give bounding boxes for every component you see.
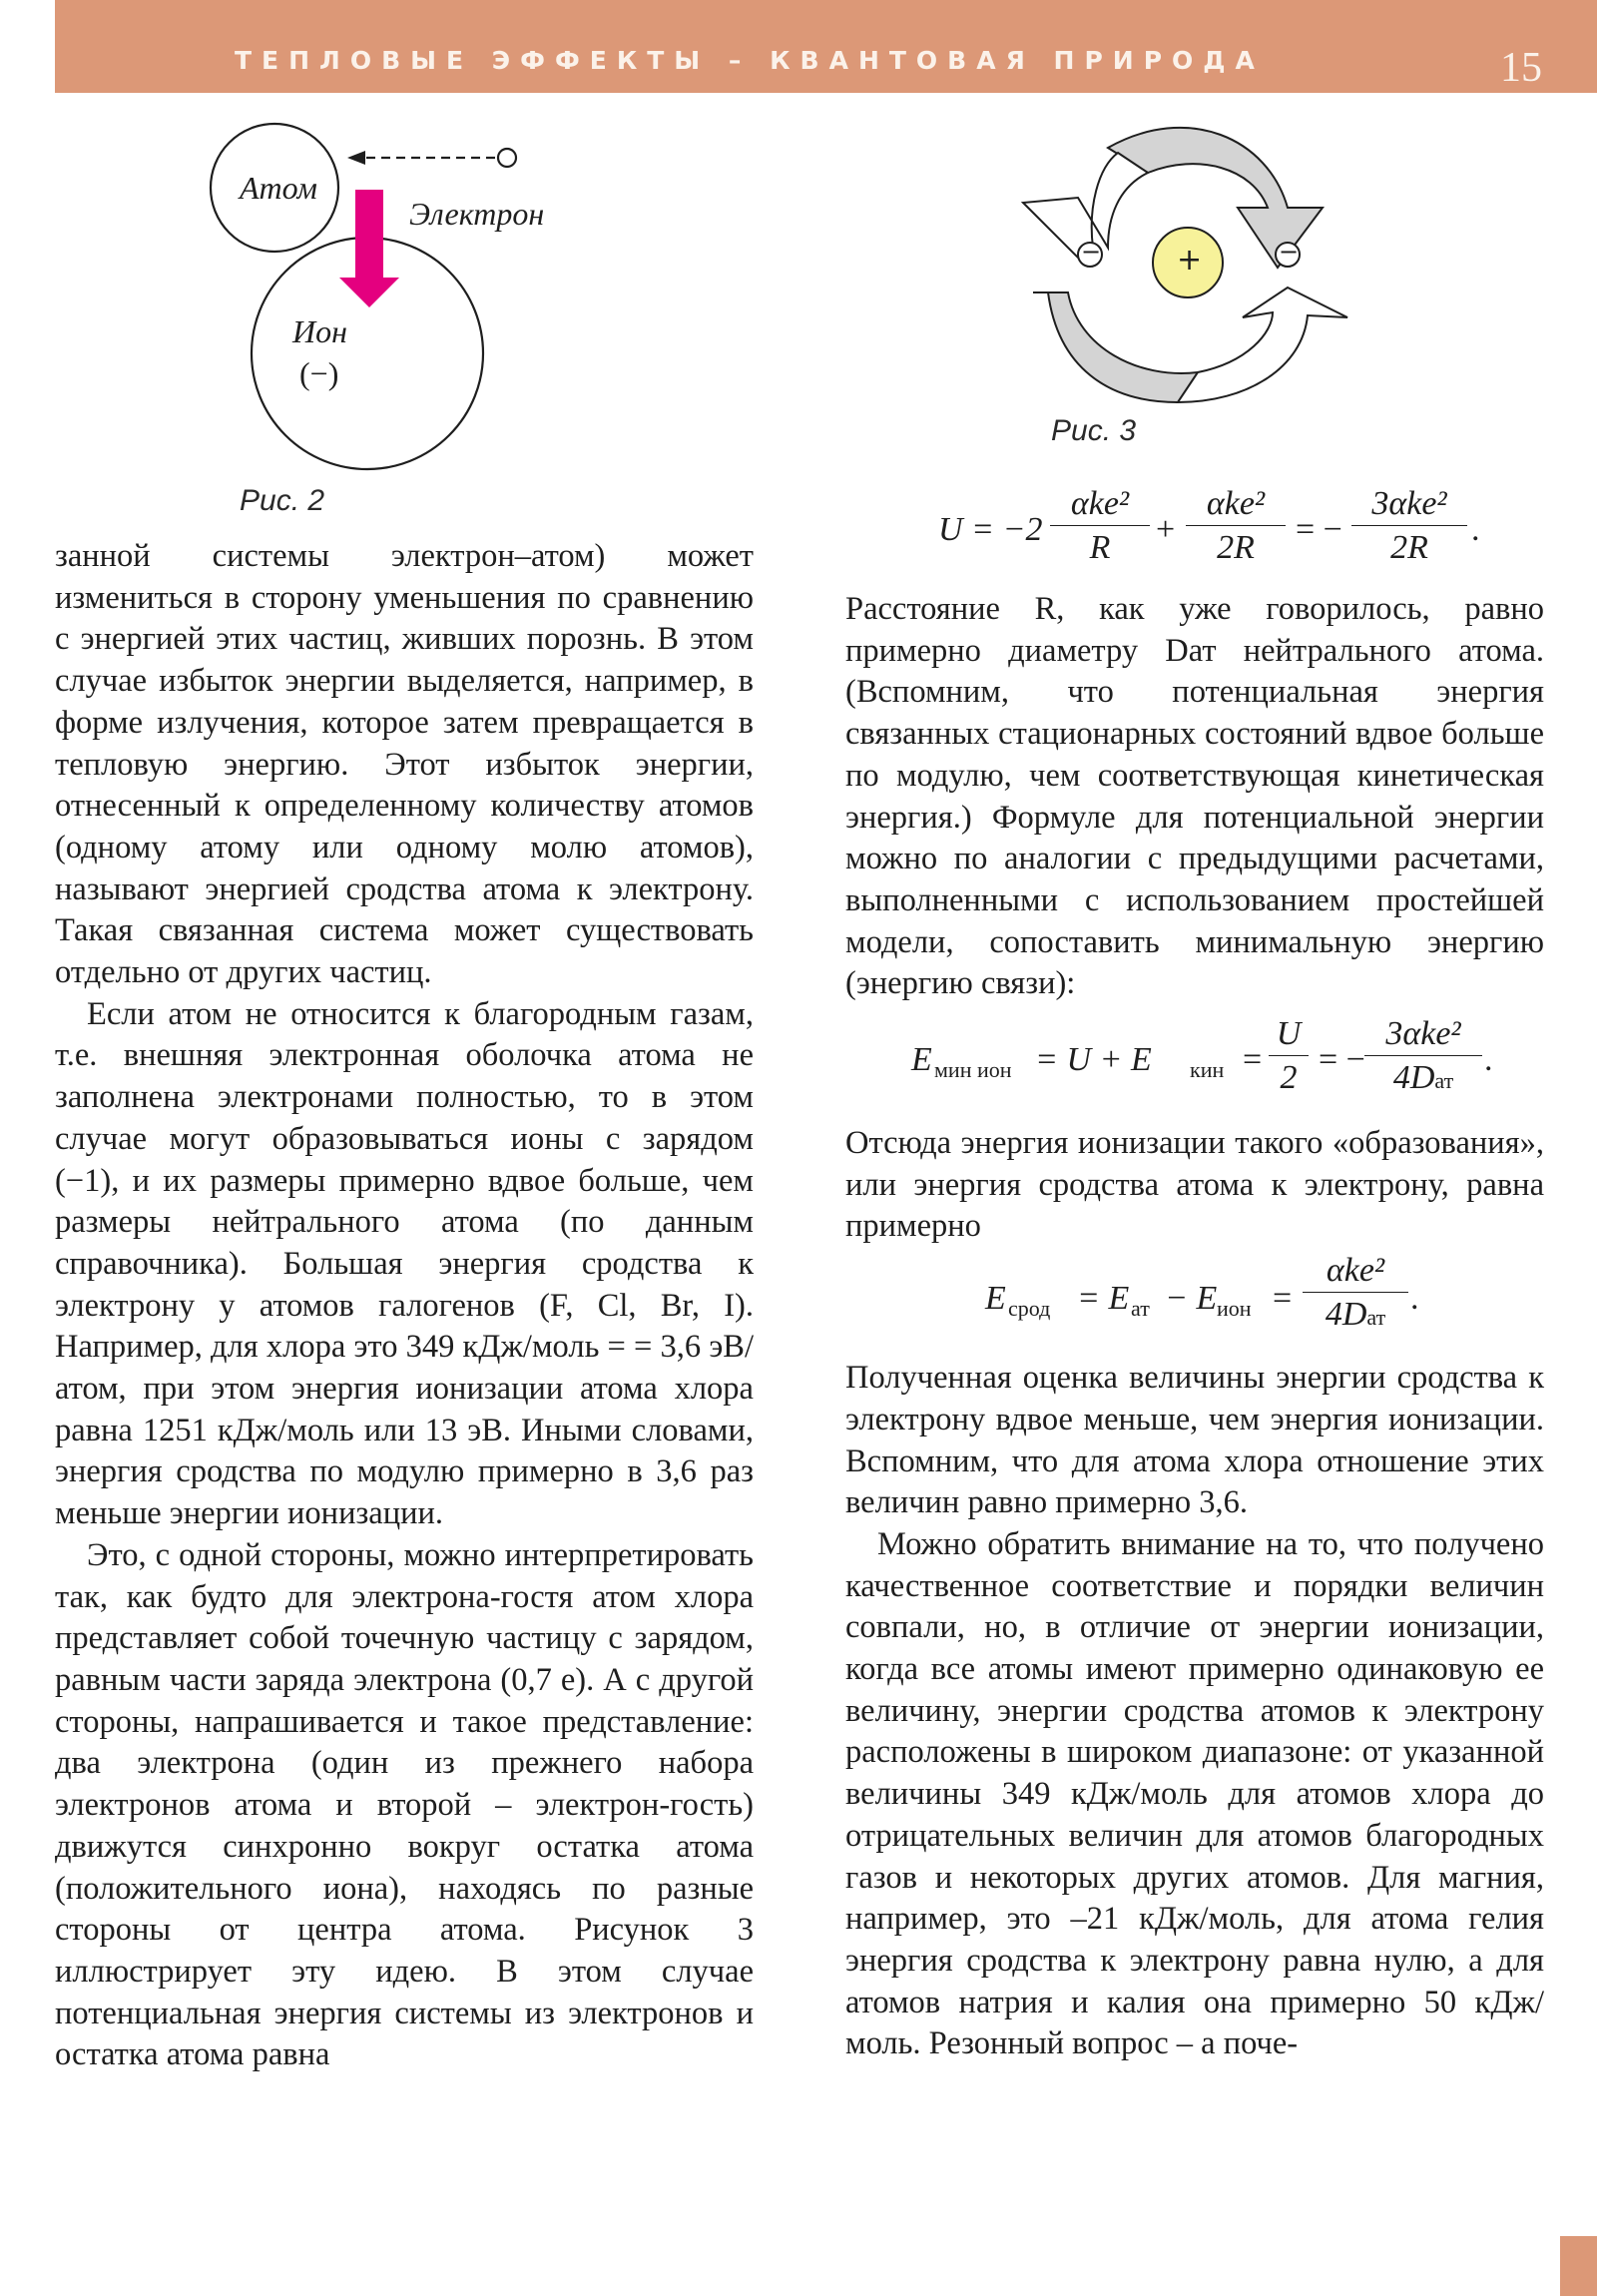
electron-circle [498,149,516,167]
right-paragraph-1: Расстояние R, как уже говорилось, равно примерно диаметру Dат нейтрального атома. (Вспомним, что потенциальная энергия связанных стационарных состояний вдвое больше по модулю, чем соответствующая кинетическая энергия.) Формуле для потенциальной энергии можно по аналогии с предыдущими расчетами, выполненными с использованием простейшей модели, сопоставить минимальную энергию (энергию связи): [845,591,1544,1002]
capture-arrow-shaft [355,190,383,285]
formula-2-term-1: $\frac{U}{2}$ [1269,1015,1309,1097]
atom-label: Атом [240,170,317,206]
right-column [845,589,1544,2065]
lower-grey-arrow [1033,292,1198,402]
page-header [55,0,1597,93]
formula-potential-energy: U = −2 αke² R + αke² 2R = − 3αke² 2R . [938,485,1480,566]
ion-label: Ион [292,313,347,349]
left-paragraph-1: занной системы электрон–атом) может измениться в сторону уменьшения по сравнению с энергией этих частиц, живших порознь. В этом случае избыток энергии выделяется, например, в форме излучения, которое затем превращается в тепловую энергию. Этот избыток энергии, отнесенный к определенному количеству атомов (одному атому или одному молю атомов), называют энергией сродства атома к электрону. Такая связанная система может существовать отдельно от других частиц. [55,538,754,991]
minus-sign-left: − [1081,238,1102,266]
figure-3-caption: Рис. 3 [1051,414,1137,447]
left-paragraph-3: Это, с одной стороны, можно интерпретировать так, как будто для электрона-гостя атом хлора представляет собой точечную частицу с зарядом, равным части заряда электрона (0,7 e). А с другой стороны, напрашивается и такое представление: два электрона (один из прежнего набора электронов атома и второй – электрон-гость) движутся синхронно вокруг остатка атома (положительного иона), находясь по разные стороны от центра атома. Рисунок 3 иллюстрирует эту идею. В этом случае потенциальная энергия системы из электронов и остатка атома равна [55,1536,754,2073]
lower-white-arrow [1178,287,1347,402]
figure-2-caption: Рис. 2 [240,484,325,517]
left-paragraph-2: Если атом не относится к благородным газам, т.е. внешняя электронная оболочка атома не заполнена электронами полностью, то в этом случае могут образовываться ионы с зарядом (−1), и их размеры примерно вдвое больше, чем размеры нейтрального атома (по данным справочника). Большая энергия сродства к электрону у атомов галогенов (F, Cl, Br, I). Например, для хлора это 349 кДж/моль = = 3,6 эВ/атом, при этом энергия ионизации атома хлора равна 1251 кДж/моль или 13 эВ. Иными словами, энергия сродства по модулю примерно в 3,6 раз меньше энергии ионизации. [55,995,754,1532]
formula-affinity-energy: E срод = E ат − E ион = αke² 4Dат . [985,1252,1419,1334]
plus-sign: + [1177,243,1203,278]
right-paragraph-4: Можно обратить внимание на то, что получено качественное соответствие и порядки величин совпали, но, в отличие от энергии ионизации, когда все атомы имеют примерно одинаковую ее величину, энергии сродства атомов к электрону расположены в широком диапазоне: от указанной величины 349 кДж/моль для атомов хлора до отрицательных величин для атомов благородных газов и некоторых других атомов. Для магния, например, это –21 кДж/моль, для атома гелия энергия сродства к электрону равна нулю, а для атомов натрия и калия она примерно 50 кДж/моль. Резонный вопрос – а поче- [845,1525,1544,2062]
formula-1-term-1: αke² R [1050,485,1150,567]
right-paragraph-3: Полученная оценка величины энергии сродства к электрону вдвое меньше, чем энергия ионизации. Вспомним, что для атома хлора отношение этих величин равно примерно 3,6. [845,1360,1544,1521]
corner-accent [1560,2236,1597,2296]
figure-3-drawing [1018,118,1377,437]
formula-2-term-2: 3αke² 4Dат [1364,1015,1482,1097]
minus-sign-right: − [1279,238,1300,266]
formula-1-term-3: 3αke² 2R [1351,485,1467,567]
right-paragraph-2: Отсюда энергия ионизации такого «образования», или энергия сродства атома к электрону, равна примерно [845,1125,1544,1245]
ion-charge-label: (−) [299,355,339,391]
electron-label: Электрон [409,196,545,232]
running-title: ТЕПЛОВЫЕ ЭФФЕКТЫ – КВАНТОВАЯ ПРИРОДА [235,46,1265,75]
page-number: 15 [1500,45,1542,91]
left-column [55,536,754,2076]
electron-arrowhead [347,151,365,165]
formula-1-term-2: αke² 2R [1186,485,1286,567]
formula-3-term: αke² 4Dат [1303,1252,1408,1334]
formula-1-lhs: U = −2 [938,511,1043,548]
formula-binding-energy: E мин ион = U + E кин = $\frac{U}{2}$ = − 3αke² 4Dат . [911,1015,1493,1097]
capture-arrow-head [339,278,399,307]
